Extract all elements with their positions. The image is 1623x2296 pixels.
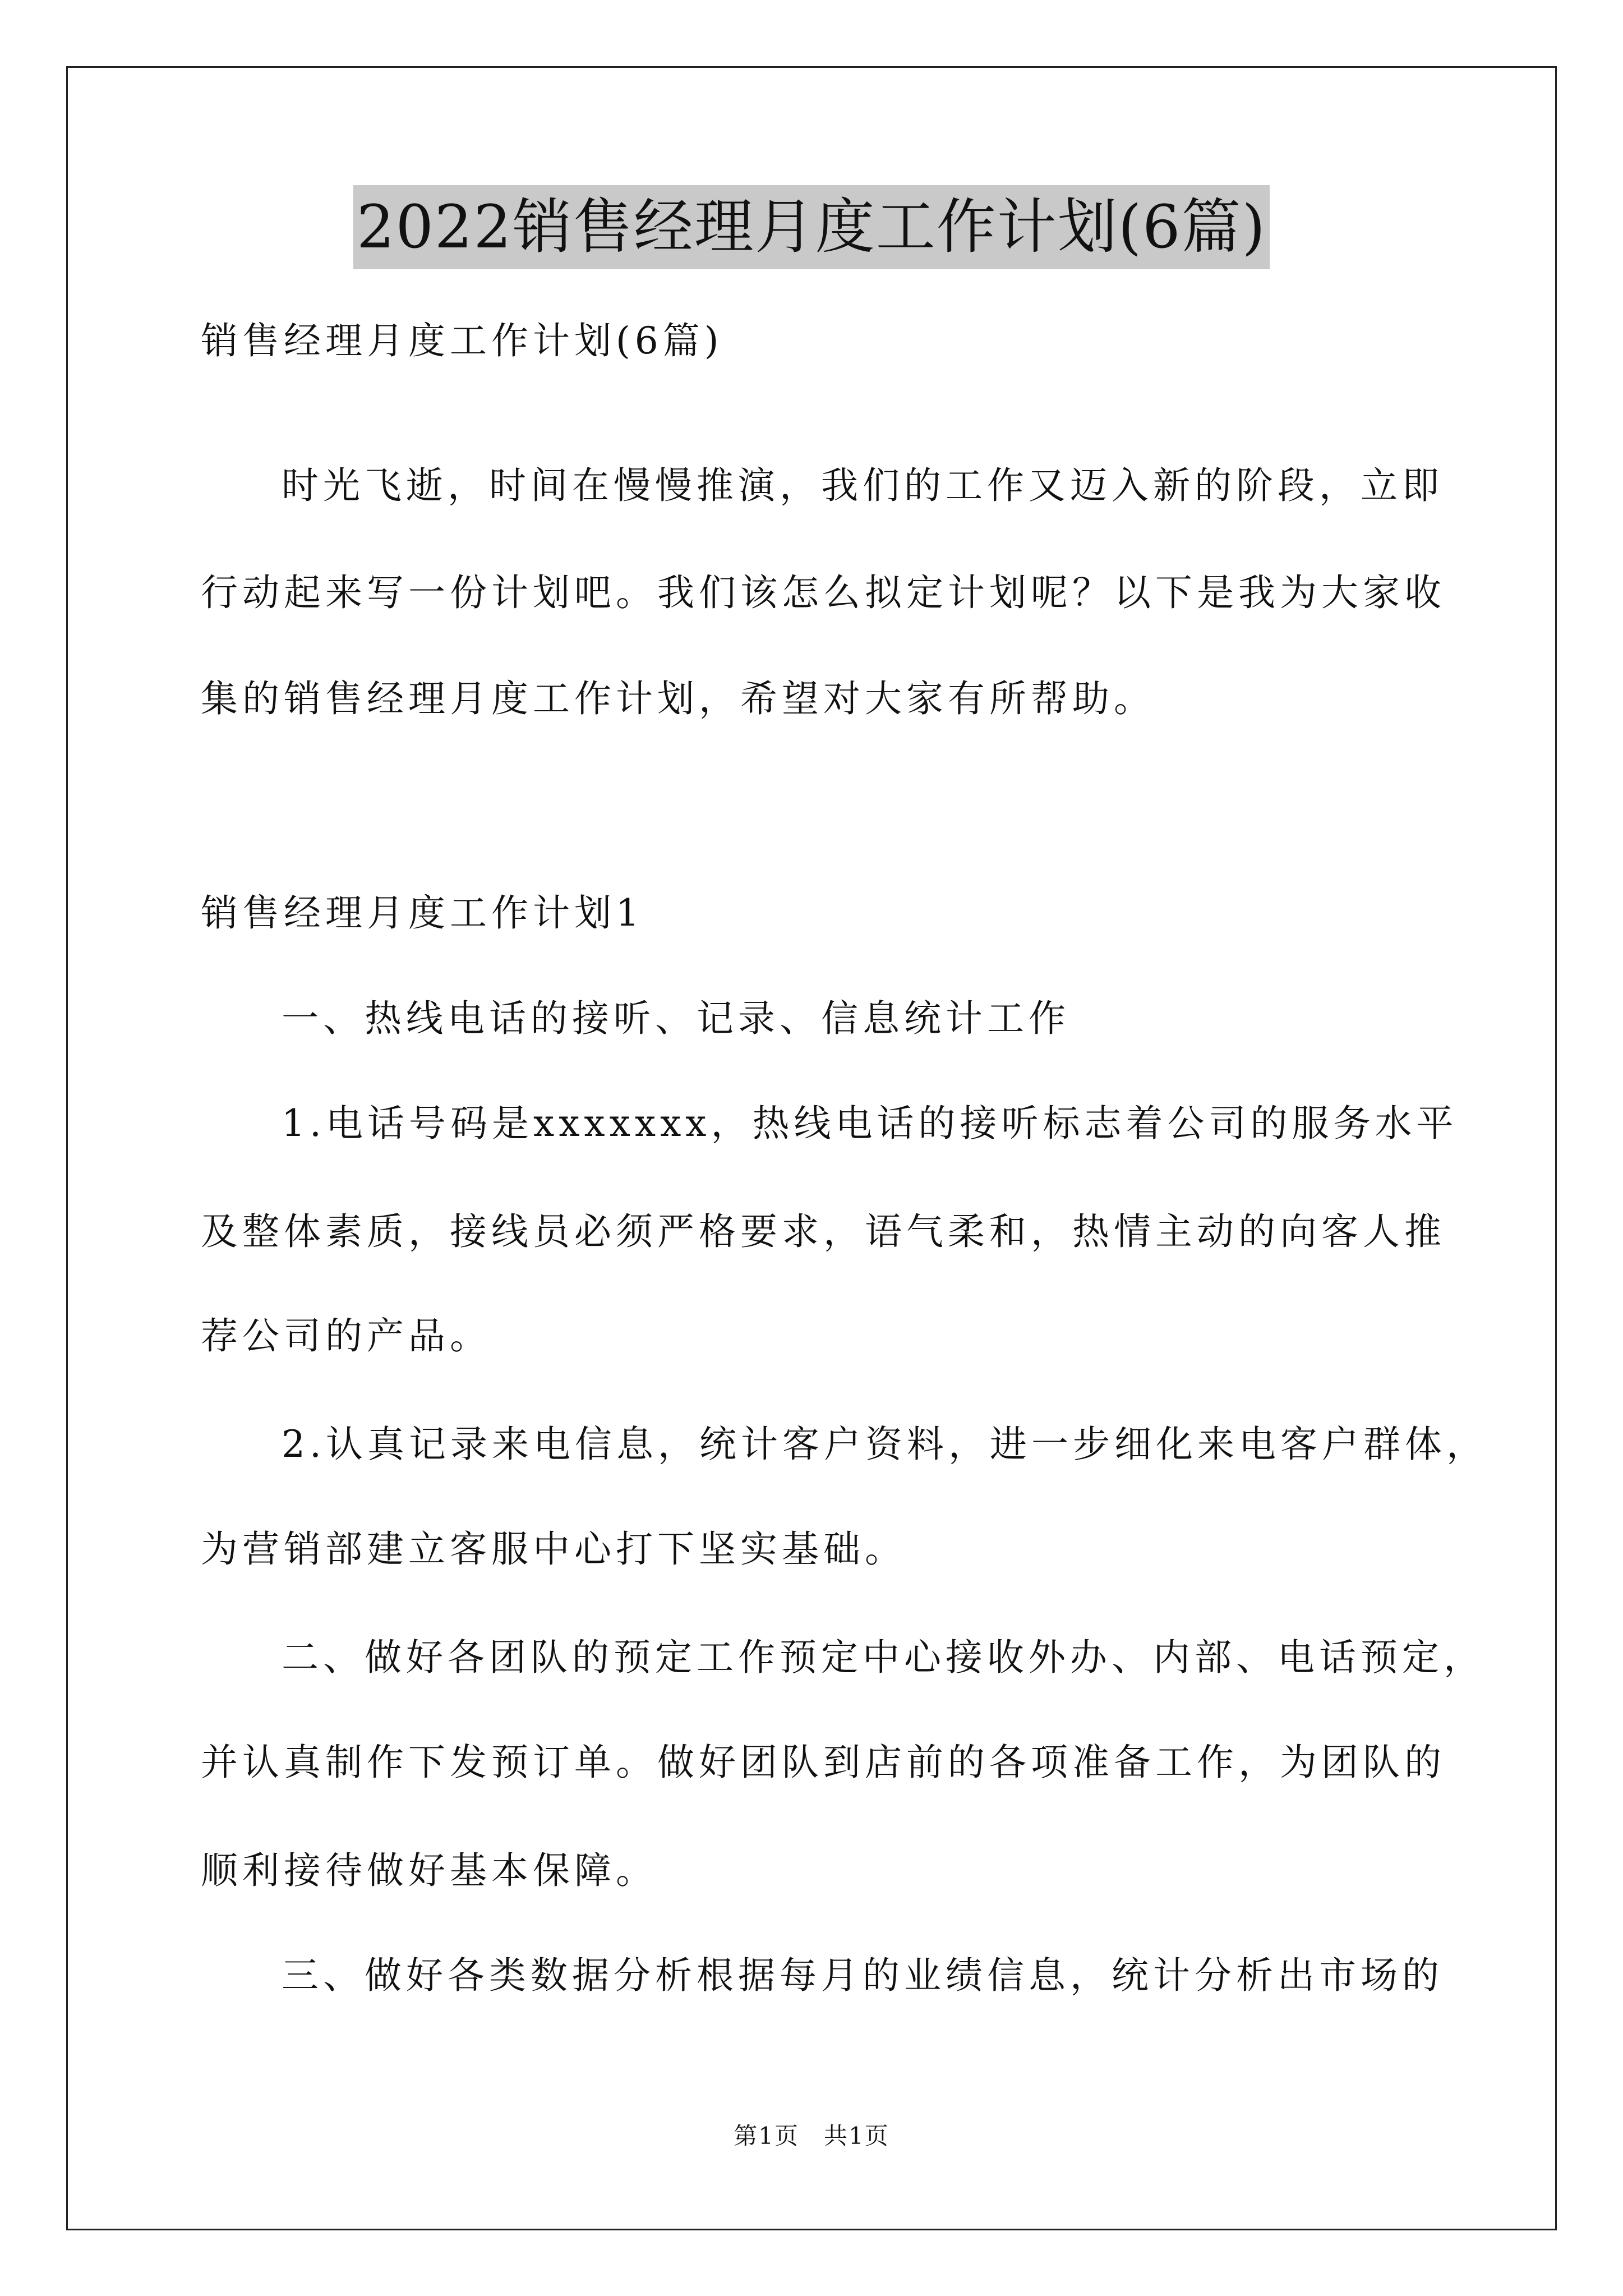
paragraph-line: 一、热线电话的接听、记录、信息统计工作 (282, 997, 1070, 1040)
paragraph-line: 2.认真记录来电信息，统计客户资料，进一步细化来电客户群体， (282, 1423, 1488, 1466)
page-footer: 第1页 共1页 (734, 2122, 889, 2150)
paragraph-line: 三、做好各类数据分析根据每月的业绩信息，统计分析出市场的 (282, 1954, 1444, 1997)
paragraph-line: 为营销部建立客服中心打下坚实基础。 (201, 1527, 906, 1571)
paragraph-line: 1.电话号码是xxxxxxx，热线电话的接听标志着公司的服务水平 (282, 1102, 1458, 1145)
subtitle-line: 销售经理月度工作计划(6篇) (201, 319, 723, 362)
section-heading: 销售经理月度工作计划1 (201, 891, 644, 935)
document-title: 2022销售经理月度工作计划(6篇) (353, 185, 1270, 269)
title-container (0, 185, 1623, 269)
paragraph-line: 顺利接待做好基本保障。 (201, 1849, 657, 1892)
paragraph-line: 荐公司的产品。 (201, 1314, 491, 1358)
paragraph-line: 时光飞逝，时间在慢慢推演，我们的工作又迈入新的阶段，立即 (282, 464, 1444, 507)
paragraph-line: 及整体素质，接线员必须严格要求，语气柔和，热情主动的向客人推 (201, 1210, 1446, 1253)
paragraph-line: 二、做好各团队的预定工作预定中心接收外办、内部、电话预定， (282, 1636, 1485, 1679)
paragraph-line: 行动起来写一份计划吧。我们该怎么拟定计划呢？以下是我为大家收 (201, 571, 1446, 614)
paragraph-line: 并认真制作下发预订单。做好团队到店前的各项准备工作，为团队的 (201, 1741, 1446, 1784)
paragraph-line: 集的销售经理月度工作计划，希望对大家有所帮助。 (201, 677, 1155, 720)
